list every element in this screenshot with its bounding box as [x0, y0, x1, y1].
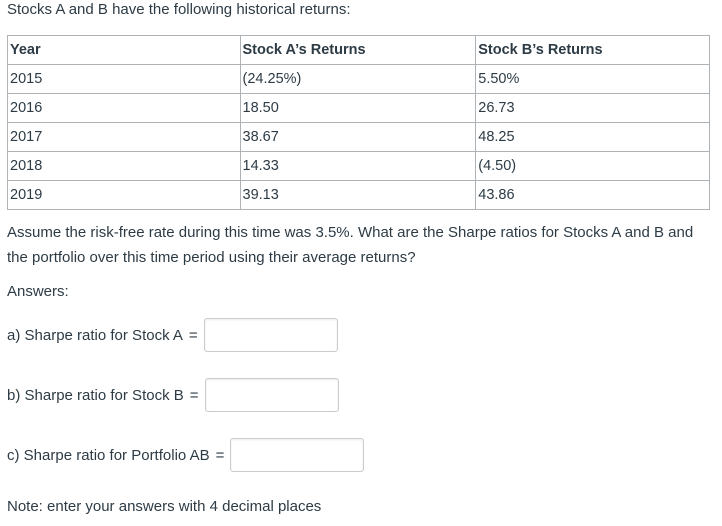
- header-stock-a-returns: Stock A’s Returns: [240, 36, 476, 65]
- table-header-row: [8, 36, 710, 65]
- answer-row-stock-a: [7, 318, 338, 352]
- answer-label-portfolio: c) Sharpe ratio for Portfolio AB: [7, 446, 210, 464]
- cell-stock-a-return: 39.13: [240, 181, 476, 210]
- table-row: [8, 152, 710, 181]
- cell-stock-a-return: 18.50: [240, 94, 476, 123]
- note-text: Note: enter your answers with 4 decimal places: [7, 498, 322, 515]
- cell-stock-b-return: 43.86: [476, 181, 710, 210]
- table-row: [8, 181, 710, 210]
- cell-stock-a-return: (24.25%): [240, 65, 476, 94]
- equals-sign: =: [189, 386, 199, 404]
- cell-stock-b-return: (4.50): [476, 152, 710, 181]
- sharpe-portfolio-input[interactable]: [230, 438, 364, 472]
- answer-row-stock-b: [7, 378, 339, 412]
- sharpe-stock-a-input[interactable]: [204, 318, 338, 352]
- question-text: Assume the risk-free rate during this time was 3.5%. What are the Sharpe ratios for Stocks A and B and the portfolio over this time period using their average returns?: [7, 224, 694, 266]
- table-row: [8, 65, 710, 94]
- header-year: Year: [8, 36, 241, 65]
- cell-stock-a-return: 14.33: [240, 152, 476, 181]
- cell-stock-b-return: 26.73: [476, 94, 710, 123]
- intro-text: Stocks A and B have the following historical returns:: [7, 1, 351, 18]
- cell-year: 2015: [8, 65, 241, 94]
- cell-stock-b-return: 48.25: [476, 123, 710, 152]
- cell-stock-a-return: 38.67: [240, 123, 476, 152]
- header-stock-b-returns: Stock B’s Returns: [476, 36, 710, 65]
- equals-sign: =: [188, 326, 198, 344]
- returns-table: [7, 35, 710, 210]
- cell-year: 2017: [8, 123, 241, 152]
- answer-label-stock-a: a) Sharpe ratio for Stock A: [7, 326, 183, 344]
- answers-label: Answers:: [7, 283, 69, 300]
- sharpe-stock-b-input[interactable]: [205, 378, 339, 412]
- equals-sign: =: [215, 446, 225, 464]
- table-row: [8, 94, 710, 123]
- cell-year: 2016: [8, 94, 241, 123]
- answer-label-stock-b: b) Sharpe ratio for Stock B: [7, 386, 184, 404]
- cell-stock-b-return: 5.50%: [476, 65, 710, 94]
- answer-row-portfolio: [7, 438, 364, 472]
- cell-year: 2018: [8, 152, 241, 181]
- cell-year: 2019: [8, 181, 241, 210]
- table-row: [8, 123, 710, 152]
